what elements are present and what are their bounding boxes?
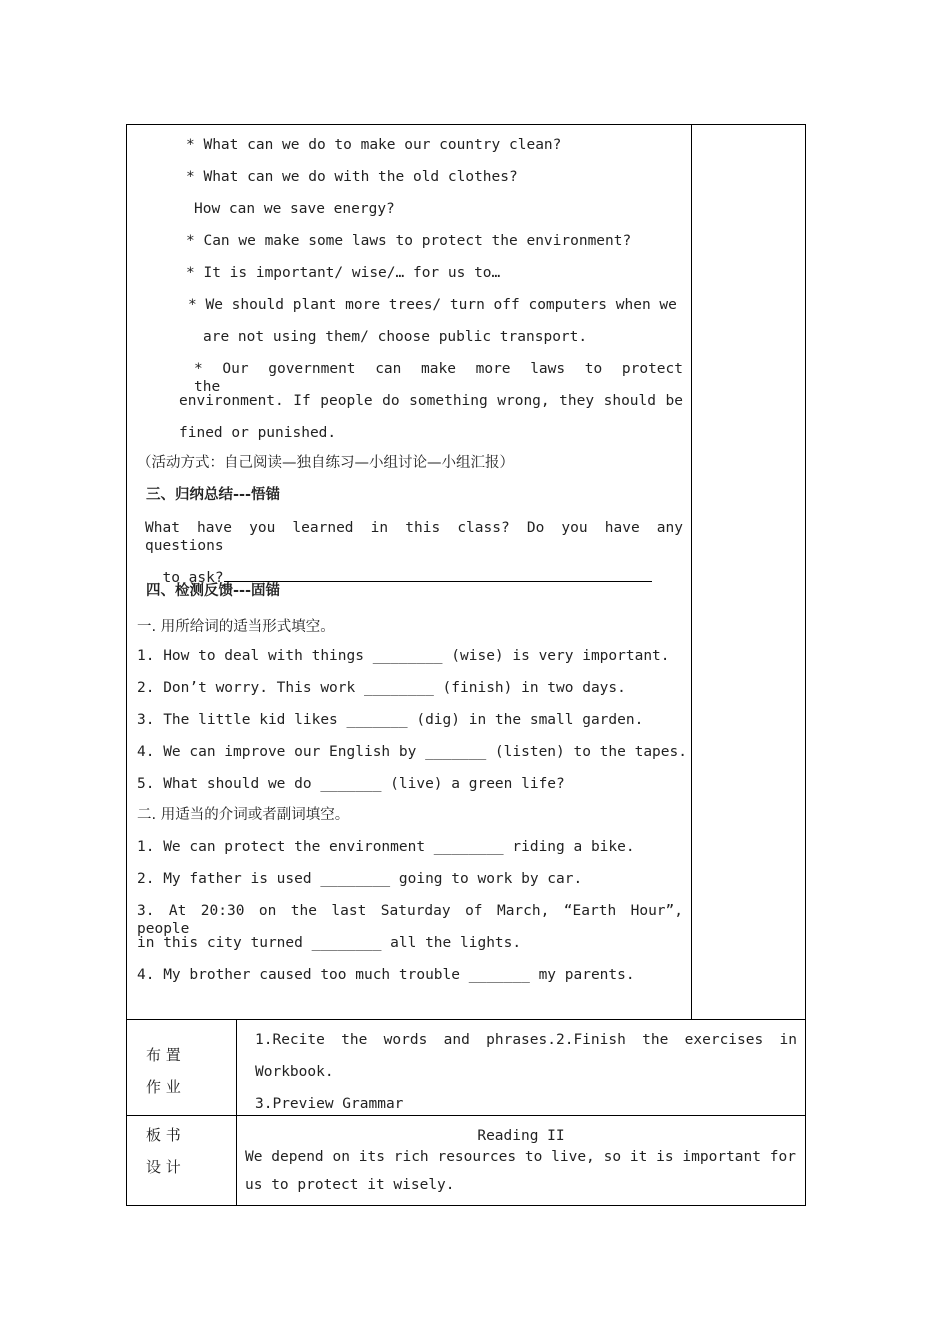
discussion-line-9: environment. If people do something wrong, they should be	[179, 393, 683, 409]
board-label-1: 板 书	[146, 1126, 181, 1144]
section4-heading: 四、检测反馈---固锚	[146, 583, 281, 599]
row-divider-board	[126, 1115, 806, 1116]
part1-item-2: 2. Don’t worry. This work ________ (finish) in two days.	[137, 680, 626, 696]
part1-item-5: 5. What should we do _______ (live) a green life?	[137, 776, 565, 792]
homework-line-1: 1.Recite the words and phrases.2.Finish the exercises in	[255, 1032, 797, 1048]
board-line-1: We depend on its rich resources to live, so it is important for	[245, 1149, 796, 1165]
part1-item-3: 3. The little kid likes _______ (dig) in the small garden.	[137, 712, 644, 728]
part2-item-3-cont: in this city turned ________ all the lights.	[137, 935, 522, 951]
discussion-line-2: * What can we do with the old clothes?	[186, 169, 518, 185]
part1-item-1: 1. How to deal with things ________ (wise) is very important.	[137, 648, 670, 664]
row-divider-homework	[126, 1019, 806, 1020]
homework-label-2: 作 业	[146, 1078, 181, 1096]
part1-heading: 一. 用所给词的适当形式填空。	[137, 619, 335, 635]
upper-column-divider	[691, 124, 692, 1020]
discussion-line-3: How can we save energy?	[194, 201, 395, 217]
homework-line-3: 3.Preview Grammar	[255, 1096, 404, 1112]
discussion-line-4: * Can we make some laws to protect the environment?	[186, 233, 632, 249]
discussion-line-6: * We should plant more trees/ turn off computers when we	[188, 297, 677, 313]
part1-item-4: 4. We can improve our English by _______ (listen) to the tapes.	[137, 744, 687, 760]
section3-heading: 三、归纳总结---悟锚	[146, 487, 281, 503]
discussion-line-5: * It is important/ wise/… for us to…	[186, 265, 501, 281]
discussion-line-1: * What can we do to make our country clean?	[186, 137, 562, 153]
answer-underline	[224, 581, 652, 582]
section3-text-1: What have you learned in this class? Do you have any questions	[145, 520, 683, 554]
activity-mode: （活动方式：自己阅读—独自练习—小组讨论—小组汇报）	[137, 455, 514, 471]
part2-heading: 二. 用适当的介词或者副词填空。	[137, 807, 350, 823]
board-line-2: us to protect it wisely.	[245, 1177, 455, 1193]
homework-line-2: Workbook.	[255, 1064, 334, 1080]
part2-item-2: 2. My father is used ________ going to work by car.	[137, 871, 583, 887]
homework-label-1: 布 置	[146, 1046, 181, 1064]
discussion-line-10: fined or punished.	[179, 425, 337, 441]
board-label-2: 设 计	[146, 1158, 181, 1176]
discussion-line-8: * Our government can make more laws to protect the	[194, 361, 683, 395]
board-title: Reading II	[477, 1128, 565, 1144]
part2-item-3: 3. At 20:30 on the last Saturday of March, “Earth Hour”, people	[137, 903, 683, 937]
section3-text-2-label: to ask?	[162, 570, 224, 586]
lower-column-divider	[236, 1019, 237, 1206]
discussion-line-7: are not using them/ choose public transport.	[203, 329, 588, 345]
part2-item-1: 1. We can protect the environment ________ riding a bike.	[137, 839, 635, 855]
part2-item-4: 4. My brother caused too much trouble _______ my parents.	[137, 967, 635, 983]
